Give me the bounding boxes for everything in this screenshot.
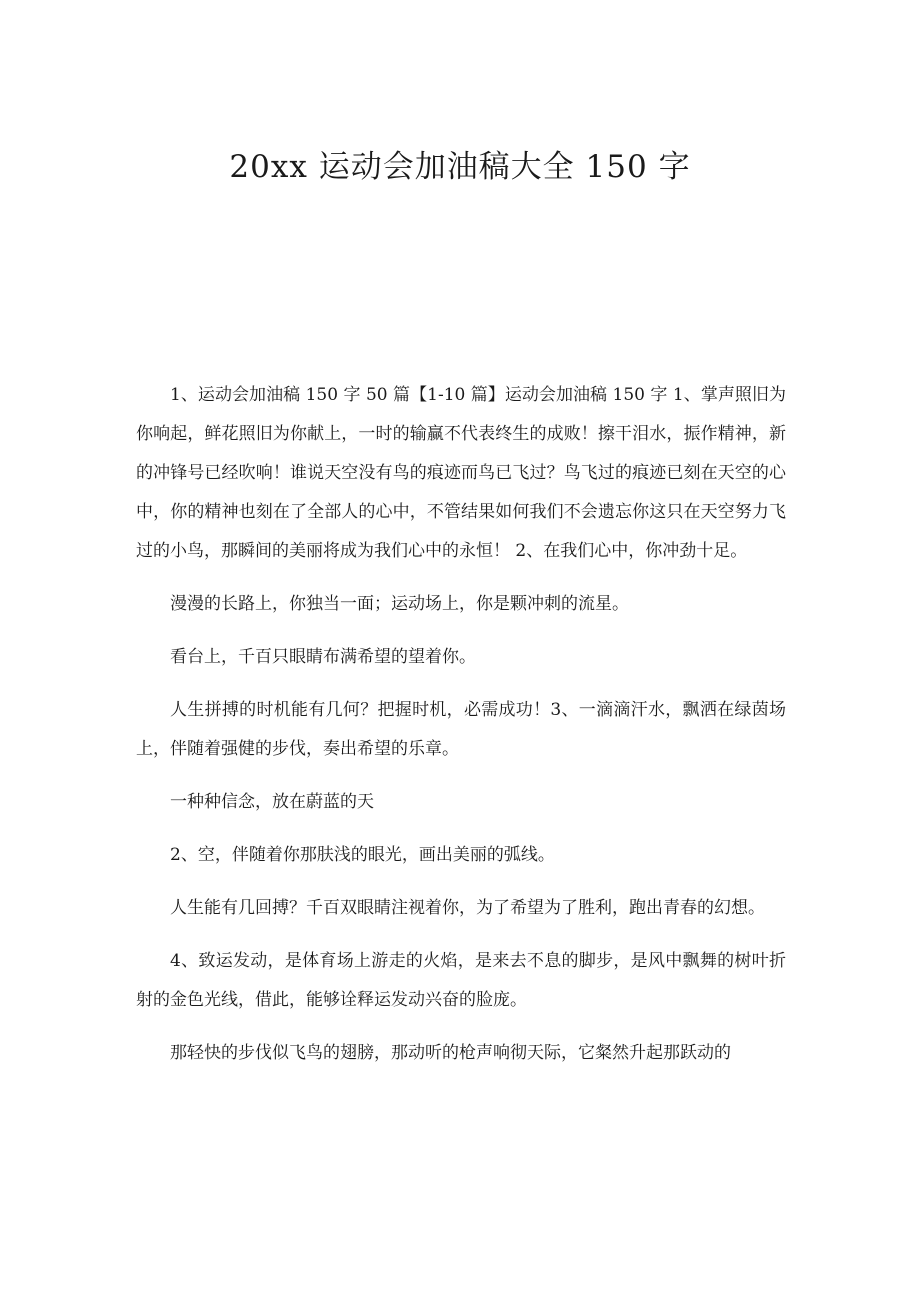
document-title: 20xx 运动会加油稿大全 150 字: [229, 149, 691, 185]
paragraph: 人生能有几回搏？千百双眼睛注视着你，为了希望为了胜利，跑出青春的幻想。: [170, 898, 765, 918]
paragraph: 1、运动会加油稿 150 字 50 篇【1-10 篇】运动会加油稿 150 字 1、掌声照旧为你响起，鲜花照旧为你献上，一时的输赢不代表终生的成败！擦干泪水，振作精神，新的冲锋号已经吹响！谁说天空没有鸟的痕迹而鸟已飞过？鸟飞过的痕迹已刻在天空的心中，你的精神也刻在了全部人的心中，不管结果如何我们不会遗忘你这只在天空努力飞过的小鸟，那瞬间的美丽将成为我们心中的永恒！ 2、在我们心中，你冲劲十足。: [136, 385, 786, 561]
paragraph: 一种种信念，放在蔚蓝的天: [170, 792, 374, 812]
paragraph: 看台上，千百只眼睛布满希望的望着你。: [170, 647, 476, 667]
paragraph: 漫漫的长路上，你独当一面；运动场上，你是颗冲刺的流星。: [170, 594, 629, 614]
paragraph: 4、致运发动，是体育场上游走的火焰，是来去不息的脚步，是风中飘舞的树叶折射的金色光线，借此，能够诠释运发动兴奋的脸庞。: [136, 951, 786, 1010]
paragraph: 那轻快的步伐似飞鸟的翅膀，那动听的枪声响彻天际，它粲然升起那跃动的: [170, 1043, 731, 1063]
document-body: [136, 376, 786, 1087]
paragraph: 2、空，伴随着你那肤浅的眼光，画出美丽的弧线。: [170, 845, 555, 865]
paragraph: 人生拼搏的时机能有几何？把握时机，必需成功！3、一滴滴汗水，飘洒在绿茵场上，伴随着强健的步伐，奏出希望的乐章。: [136, 700, 786, 759]
